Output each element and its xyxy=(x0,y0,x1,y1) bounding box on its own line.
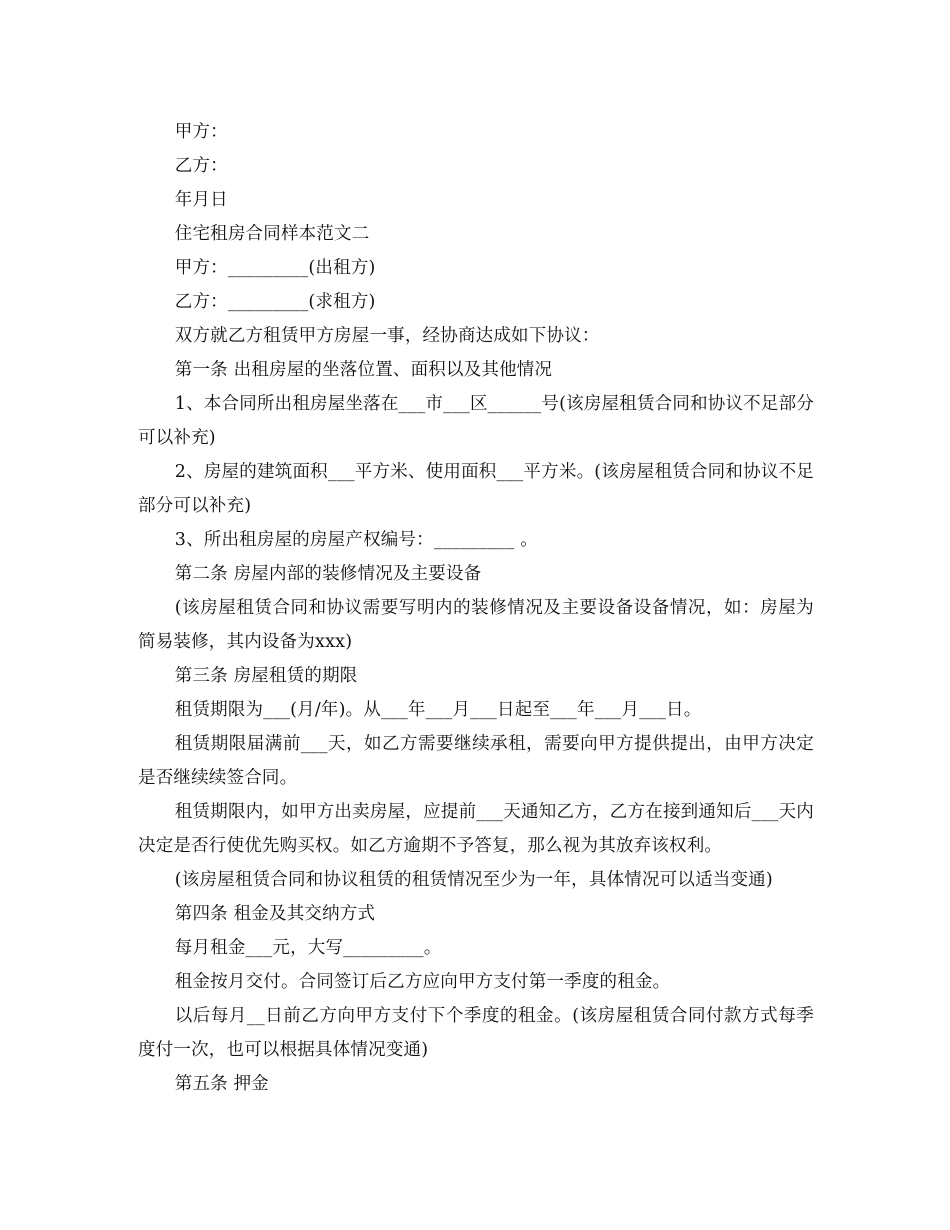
rent-schedule-clause: 以后每月__日前乙方向甲方支付下个季度的租金。(该房屋租赁合同付款方式每季度付一次，也可以根据具体情况变通) xyxy=(138,1006,814,1060)
article-4-heading: 第四条 租金及其交纳方式 xyxy=(174,904,376,924)
rent-payment-clause: 租金按月交付。合同签订后乙方应向甲方支付第一季度的租金。 xyxy=(174,972,671,992)
lease-renewal-clause: 租赁期限届满前___天，如乙方需要继续承租，需要向甲方提供提出，由甲方决定是否继续续签合同。 xyxy=(138,734,814,788)
article-3-heading: 第三条 房屋租赁的期限 xyxy=(174,666,358,686)
article-3-note: (该房屋租赁合同和协议租赁的租赁情况至少为一年，具体情况可以适当变通) xyxy=(174,870,773,890)
monthly-rent-line: 每月租金___元，大写_________。 xyxy=(174,938,442,958)
article-1-clause-3: 3、所出租房屋的房屋产权编号：_________ 。 xyxy=(174,530,538,550)
preemption-clause: 租赁期限内，如甲方出卖房屋，应提前___天通知乙方，乙方在接到通知后___天内决定是否行使优先购买权。如乙方逾期不予答复，那么视为其放弃该权利。 xyxy=(138,802,814,856)
contract-title: 住宅租房合同样本范文二 xyxy=(174,224,370,244)
article-2-note: (该房屋租赁合同和协议需要写明内的装修情况及主要设备设备情况，如：房屋为简易装修，其内设备为xxx) xyxy=(138,598,814,652)
article-1-clause-2: 2、房屋的建筑面积___平方米、使用面积___平方米。(该房屋租赁合同和协议不足部分可以补充) xyxy=(138,462,814,516)
party-b-line: 乙方： xyxy=(174,156,228,176)
article-1-clause-1: 1、本合同所出租房屋坐落在___市___区______号(该房屋租赁合同和协议不足部分可以补充) xyxy=(138,394,814,448)
lessor-line: 甲方：_________(出租方) xyxy=(174,258,376,278)
date-line: 年月日 xyxy=(174,190,228,210)
document-body xyxy=(138,115,814,1101)
article-1-heading: 第一条 出租房屋的坐落位置、面积以及其他情况 xyxy=(174,360,553,380)
party-a-line: 甲方： xyxy=(174,122,228,142)
lease-term-line: 租赁期限为___(月/年)。从___年___月___日起至___年___月___日。 xyxy=(174,700,702,720)
article-5-heading: 第五条 押金 xyxy=(174,1074,270,1094)
lessee-line: 乙方：_________(求租方) xyxy=(174,292,376,312)
article-2-heading: 第二条 房屋内部的装修情况及主要设备 xyxy=(174,564,482,584)
agreement-intro: 双方就乙方租赁甲方房屋一事，经协商达成如下协议： xyxy=(174,326,600,346)
